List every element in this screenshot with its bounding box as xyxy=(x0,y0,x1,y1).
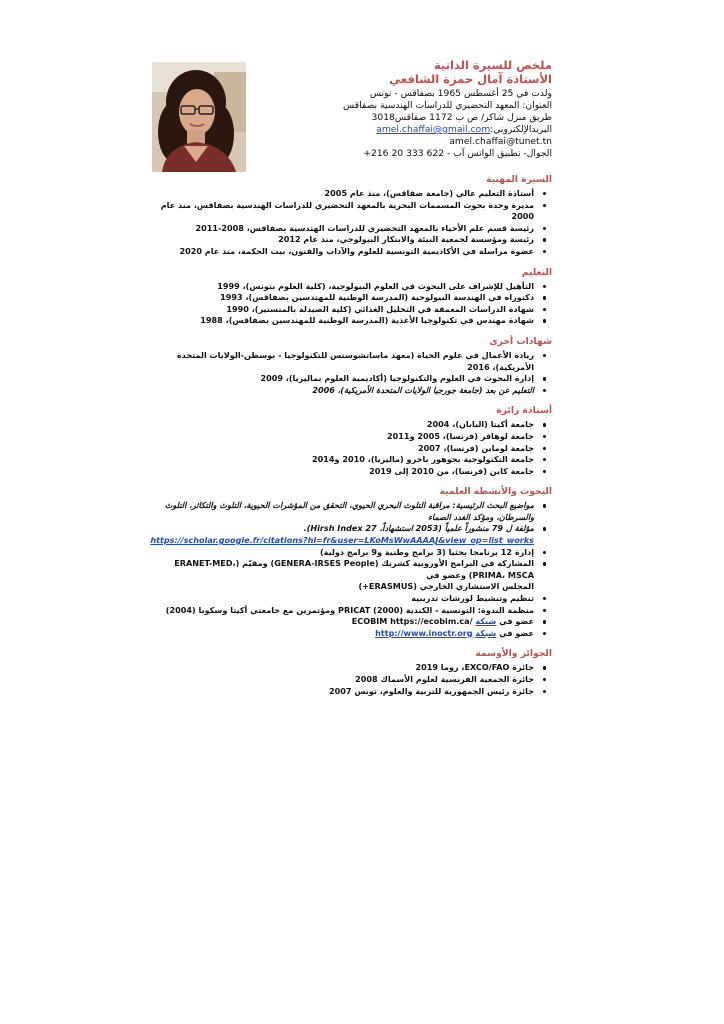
ecobim-text: ECOBIM https://ecobim.ca/ xyxy=(351,616,473,627)
list-item: إدارة 12 برنامجا بحثيا (3 برامج وطنية و9 برامج دولية) xyxy=(150,547,534,559)
list-item: جامعة التكنولوجية بجوهور باحرو (ماليزيا)، 2010 و2014 xyxy=(150,454,534,466)
list-item: منظمة الندوة: التونسية - الكندية PRICAT (2000) ومؤتمرين مع جامعتي أكيتا وسكوبا (2004) xyxy=(150,605,534,617)
career-list xyxy=(150,188,552,258)
list-item: شهادة مهندس في تكنولوجيا الأغذية (المدرسة الوطنية للمهندسين بصفاقس)، 1988 xyxy=(150,315,534,327)
email-label: البريدالإلكتروني: xyxy=(490,124,552,135)
research-eu xyxy=(150,558,534,593)
network-link-ecobim[interactable]: شبكة xyxy=(475,616,497,627)
list-item: رئيسة قسم علم الأحياء بالمعهد التحضيري للدراسات الهندسية بصفاقس، 2008-2011 xyxy=(150,223,534,235)
visiting-title: أستاذة زائرة xyxy=(496,405,552,417)
header-block xyxy=(250,58,552,160)
certificates-list xyxy=(150,350,552,396)
education-title: التعليم xyxy=(521,266,552,278)
list-item: جائزة EXCO/FAO، روما 2019 xyxy=(150,662,534,674)
list-item: جائزة الجمعية الفرنسية لعلوم الأسماك 2008 xyxy=(150,674,534,686)
list-item: التعليم عن بعد (جامعة جورجيا الولايات المتحدة الأمريكية)، 2006 xyxy=(150,385,534,397)
eu-line-1: المشاركة في البرامج الأوروبية كشريك (GENERA-IRSES People) ومقيّم (ERANET-MED، PRIMA، MSCA) وعضو في xyxy=(174,558,534,580)
list-item: إدارة البحوث في العلوم والتكنولوجيا (أكاديمية العلوم بماليزيا)، 2009 xyxy=(150,373,534,385)
list-item: جامعة لوهافر (فرنسا)، 2005 و2011 xyxy=(150,431,534,443)
inoctr-link[interactable]: http://www.inoctr.org xyxy=(375,627,473,638)
phone-line: الجوال- تطبيق الواتس آب - 622 333 20 216+ xyxy=(363,148,552,159)
email-tunet: amel.chaffai@tunet.tn xyxy=(449,136,552,147)
career-title: السيرة المهنية xyxy=(486,174,552,185)
email-row xyxy=(250,124,552,136)
network-link-inoctr[interactable]: شبكة xyxy=(475,627,497,638)
certificates-title: شهادات أخرى xyxy=(489,335,552,347)
visiting-list xyxy=(150,419,552,477)
list-item: أستاذة التعليم عالي (جامعة صفاقس)، منذ عام 2005 xyxy=(150,188,534,200)
list-item xyxy=(150,628,534,640)
list-item: جائزة رئيس الجمهورية للتربية والعلوم، تونس 2007 xyxy=(150,686,534,698)
list-item: دكتوراه في الهندسة البيولوجية (المدرسة الوطنية للمهندسين بصفاقس)، 1993 xyxy=(150,292,534,304)
research-topics: مواضيع البحث الرئيسية: مراقبة التلوث البحري الحيوي، التحقق من المؤشرات الحيوية، التلوث والتكاثر، التلوث والسرطان، ومؤكد الغدد الصماء xyxy=(150,500,534,523)
birth-line: ولدت في 25 أغسطس 1965 بصفاقس - تونس xyxy=(369,88,552,99)
list-item: عضوة مراسلة في الأكاديمية التونسية للعلوم والآداب والفنون، بيت الحكمة، منذ عام 2020 xyxy=(150,246,534,258)
profile-photo xyxy=(152,62,246,172)
member-prefix: عضو في xyxy=(499,627,534,638)
education-list xyxy=(150,281,552,327)
list-item xyxy=(150,616,534,628)
address-line: العنوان: المعهد التحضيري للدراسات الهندسية بصفاقس xyxy=(343,100,552,111)
cv-title: ملخص للسيرة الذاتية xyxy=(434,58,552,72)
research-author xyxy=(150,523,534,546)
list-item: تنظيم وتنشيط لورشات تدريبية xyxy=(150,593,534,605)
scholar-link[interactable]: https://scholar.google.fr/citations?hl=fr&user=LKoMsWwAAAAJ&view_op=list_works xyxy=(150,535,534,546)
eu-line-2: المجلس الاستشاري الخارجي (ERASMUS+) xyxy=(358,581,534,592)
list-item: جامعة كاين (فرنسا)، من 2010 إلى 2019 xyxy=(150,466,534,478)
list-item: ريادة الأعمال في علوم الحياة (معهد ماساتشوستس للتكنولوجيا - بوسطن-الولايات المتحدة الأمريكية)، 2016 xyxy=(150,350,534,373)
research-title: البحوث والأنشطة العلمية xyxy=(439,486,552,498)
email-link-gmail[interactable]: amel.chaffai@gmail.com xyxy=(376,124,491,135)
list-item: رئيسة ومؤسسة لجمعية البيئة والابتكار البيولوجي، منذ عام 2012 xyxy=(150,234,534,246)
list-item: جامعة لوماين (فرنسا)، 2007 xyxy=(150,443,534,455)
list-item: التأهيل للإشراف على البحوث في العلوم البيولوجية، (كلية العلوم بتونس)، 1999 xyxy=(150,281,534,293)
awards-list xyxy=(150,662,552,697)
list-item: جامعة أكيتا (اليابان)، 2004 xyxy=(150,419,534,431)
awards-title: الجوائز والأوسمة xyxy=(475,648,552,660)
address-line-2: طريق منزل شاكر/ ص ب 1172 صفاقس3018 xyxy=(371,112,552,123)
list-item: شهادة الدراسات المعمقة في التحليل الغذائي (كلية الصيدلة بالمنستير)، 1990 xyxy=(150,304,534,316)
author-stats: مؤلفة ل 79 منشوراً علمياً (2053 استشهاداً، Hirsh Index 27). xyxy=(303,523,534,534)
cv-content xyxy=(150,172,552,697)
research-list xyxy=(150,500,552,639)
list-item: مديرة وحدة بحوث المسممات البحرية بالمعهد التحضيري للدراسات الهندسية بصفاقس، منذ عام 2000 xyxy=(150,200,534,223)
member-prefix: عضو في xyxy=(499,616,534,627)
person-name: الأستاذة آمال حمزة الشافعي xyxy=(389,72,552,86)
